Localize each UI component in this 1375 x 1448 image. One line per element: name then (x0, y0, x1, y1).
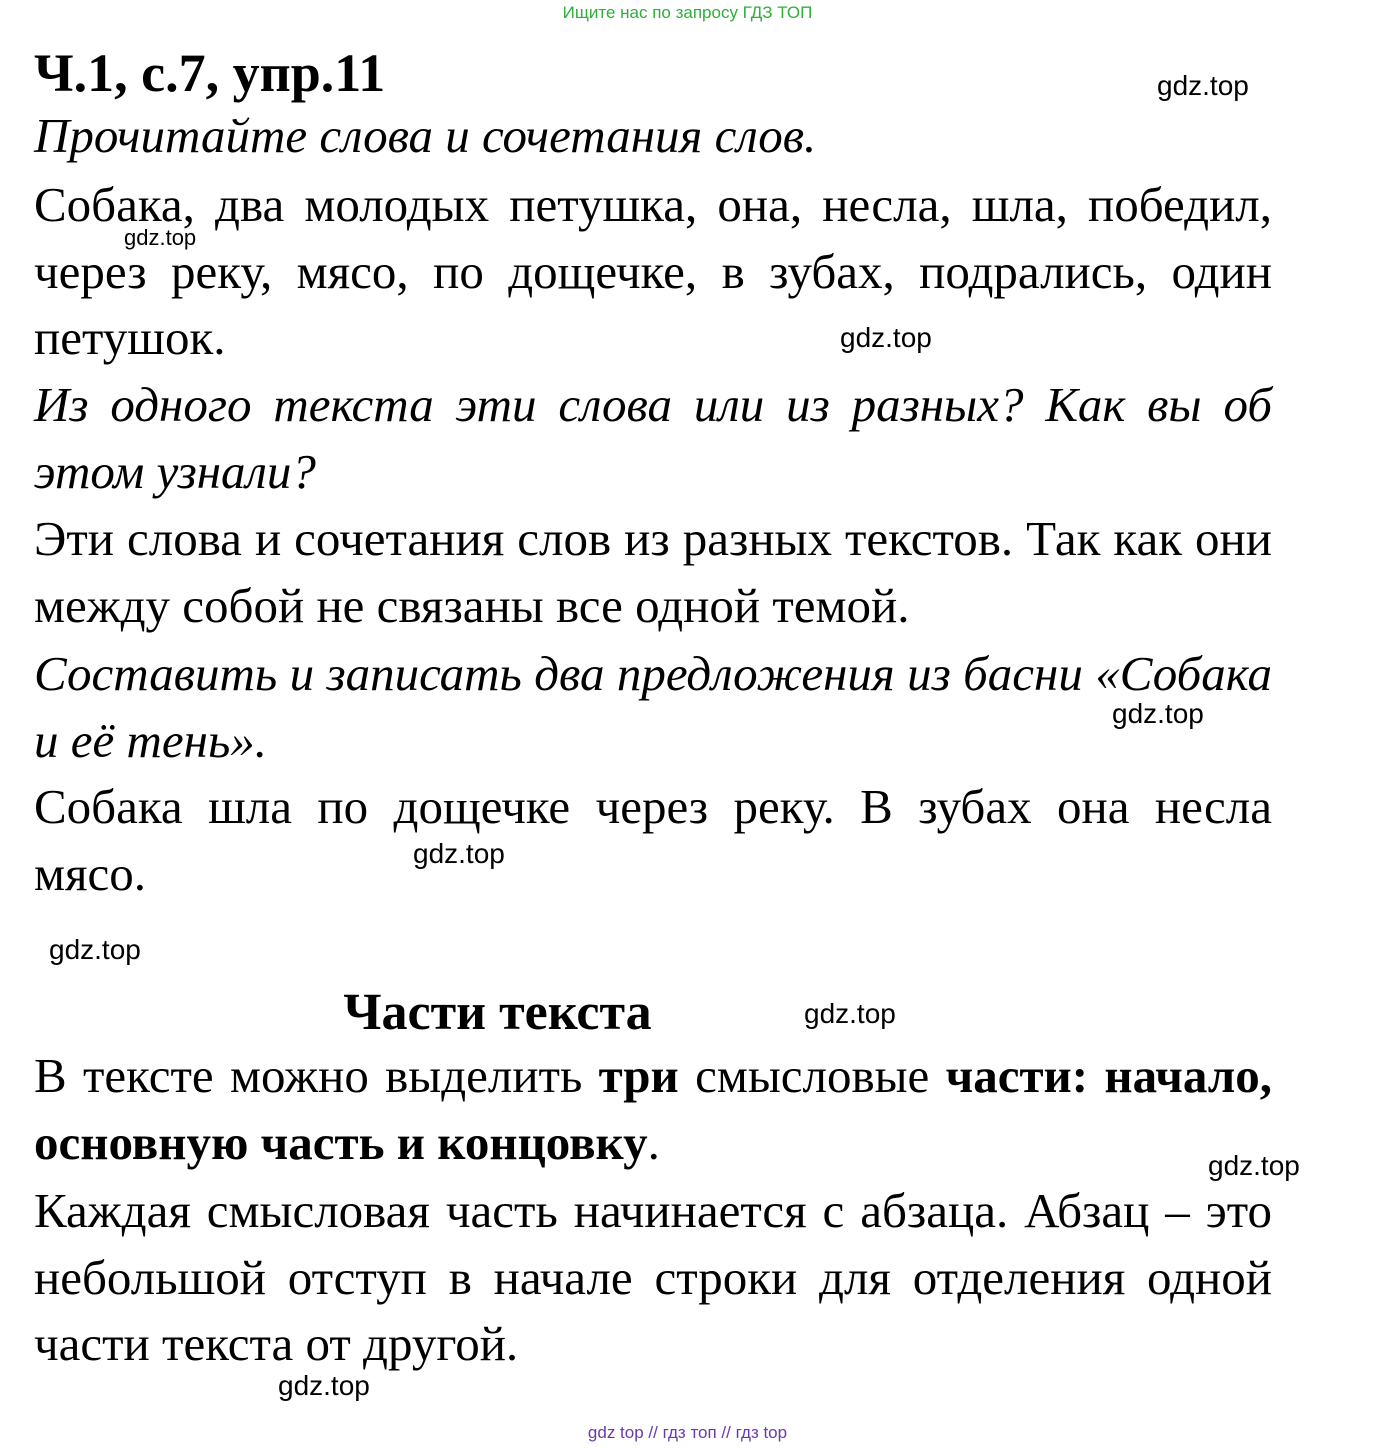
watermark: gdz.top (1157, 70, 1249, 101)
rule-bold-three: три (598, 1048, 679, 1103)
task-compose-sentences: Составить и записать два предложения из басни «Собака и её тень». (34, 646, 1272, 768)
watermark: gdz.top (1112, 698, 1204, 729)
task-read-words: Прочитайте слова и сочетания слов. (34, 108, 817, 163)
task-question: Из одного текста эти слова или из разных? Как вы об этом узнали? (34, 377, 1272, 499)
watermark: gdz.top (413, 838, 505, 869)
watermark: gdz.top (1208, 1150, 1300, 1181)
rule-paragraph-parts (34, 1043, 1272, 1176)
watermark: gdz.top (124, 225, 197, 250)
top-banner: Ищите нас по запросу ГДЗ ТОП (562, 3, 813, 22)
answer-question: Эти слова и сочетания слов из разных текстов. Так как они между собой не связаны все одной темой. (34, 511, 1272, 633)
watermark: gdz.top (278, 1370, 370, 1401)
rule-paragraph-indent: Каждая смысловая часть начинается с абзаца. Абзац – это небольшой отступ в начале строки для отделения одной части текста от другой. (34, 1183, 1272, 1371)
rule-text-3: . (647, 1114, 660, 1170)
watermark: gdz.top (840, 322, 932, 353)
watermark: gdz.top (49, 934, 141, 965)
section-heading: Части текста (343, 984, 652, 1041)
rule-text-1: В тексте можно выделить (34, 1048, 599, 1103)
answer-sentences: Собака шла по дощечке через реку. В зубах она несла мясо. (34, 779, 1272, 901)
rule-text-2: смысловые (678, 1048, 946, 1103)
words-list: Собака, два молодых петушка, она, несла, шла, победил, через реку, мясо, по дощечке, в зубах, подрались, один петушок. (34, 177, 1272, 365)
rule-bold-parts: части: начало, основную часть и концовку (34, 1048, 1272, 1170)
footer-links: gdz top // гдз топ // гдз top (587, 1423, 788, 1442)
watermark: gdz.top (804, 998, 896, 1029)
exercise-title: Ч.1, с.7, упр.11 (34, 43, 386, 103)
